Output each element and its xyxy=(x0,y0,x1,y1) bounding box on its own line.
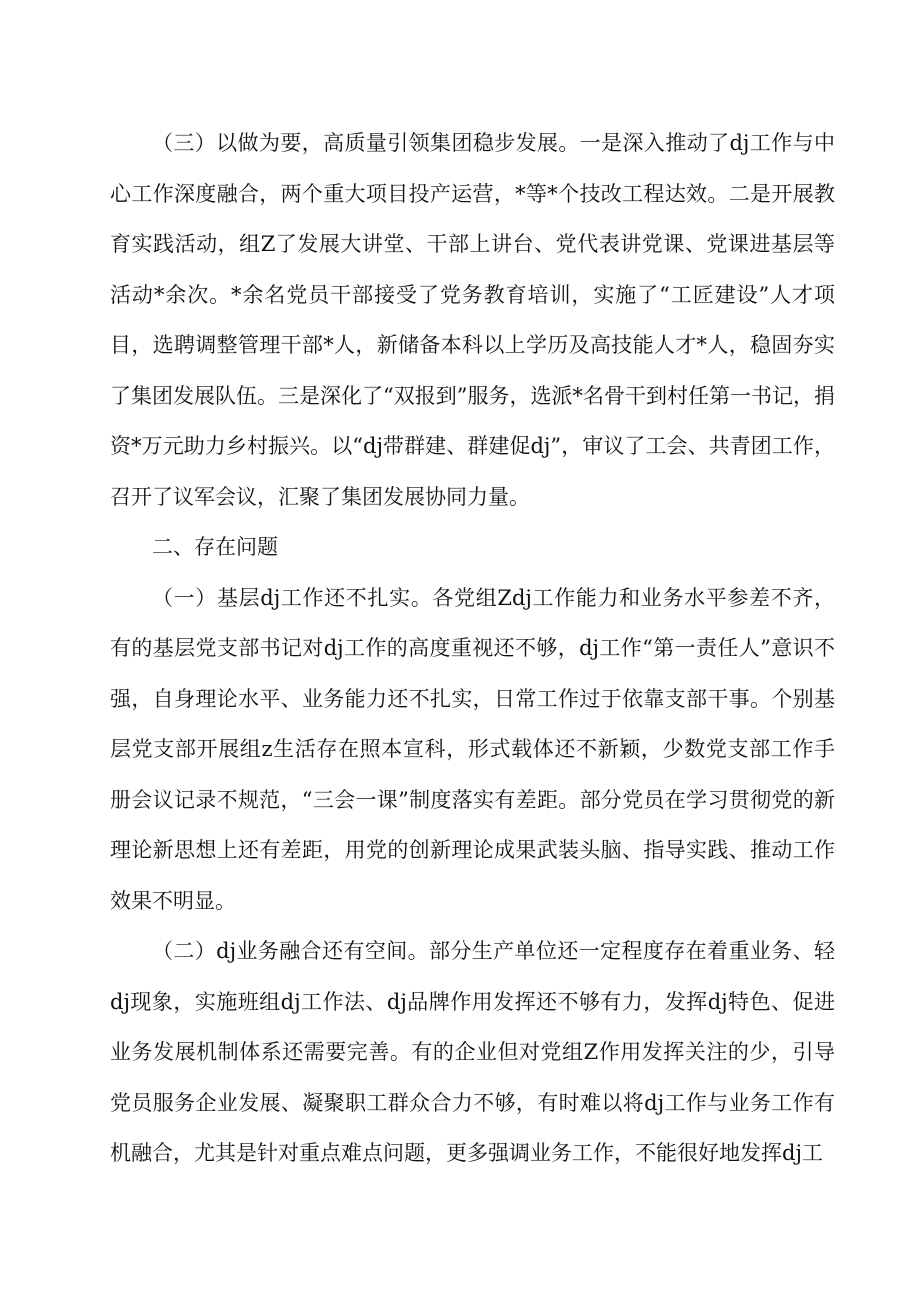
paragraph-problem-2: （二）dj业务融合还有空间。部分生产单位还一定程度存在着重业务、轻dj现象，实施班组dj工作法、dj品牌作用发挥还不够有力，发挥dj特色、促进业务发展机制体系还需要完善。有的企业但对党组Z作用发挥关注的少，引导党员服务企业发展、凝聚职工群众合力不够，有时难以将dj工作与业务工作有机融合，尤其是针对重点难点问题，更多强调业务工作，不能很好地发挥dj工 xyxy=(110,939,835,1165)
heading-existing-problems: 二、存在问题 xyxy=(152,535,278,559)
paragraph-section-3: （三）以做为要，高质量引领集团稳步发展。一是深入推动了dj工作与中心工作深度融合，两个重大项目投产运营，*等*个技改工程达效。二是开展教育实践活动，组Z了发展大讲堂、干部上讲台、党代表讲党课、党课进基层等活动*余次。*余名党员干部接受了党务教育培训，实施了“工匠建设”人才项目，选聘调整管理干部*人，新储备本科以上学历及高技能人才*人，稳固夯实了集团发展队伍。三是深化了“双报到”服务，选派*名骨干到村任第一书记，捐资*万元助力乡村振兴。以“dj带群建、群建促dj”，审议了工会、共青团工作，召开了议军会议，汇聚了集团发展协同力量。 xyxy=(110,131,835,509)
document-body xyxy=(110,118,835,1179)
paragraph-problem-1: （一）基层dj工作还不扎实。各党组Zdj工作能力和业务水平参差不齐，有的基层党支部书记对dj工作的高度重视还不够，dj工作“第一责任人”意识不强，自身理论水平、业务能力还不扎实，日常工作过于依靠支部干事。个别基层党支部开展组z生活存在照本宣科，形式载体还不新颖，少数党支部工作手册会议记录不规范，“三会一课”制度落实有差距。部分党员在学习贯彻党的新理论新思想上还有差距，用党的创新理论成果武装头脑、指导实践、推动工作效果不明显。 xyxy=(110,585,835,913)
